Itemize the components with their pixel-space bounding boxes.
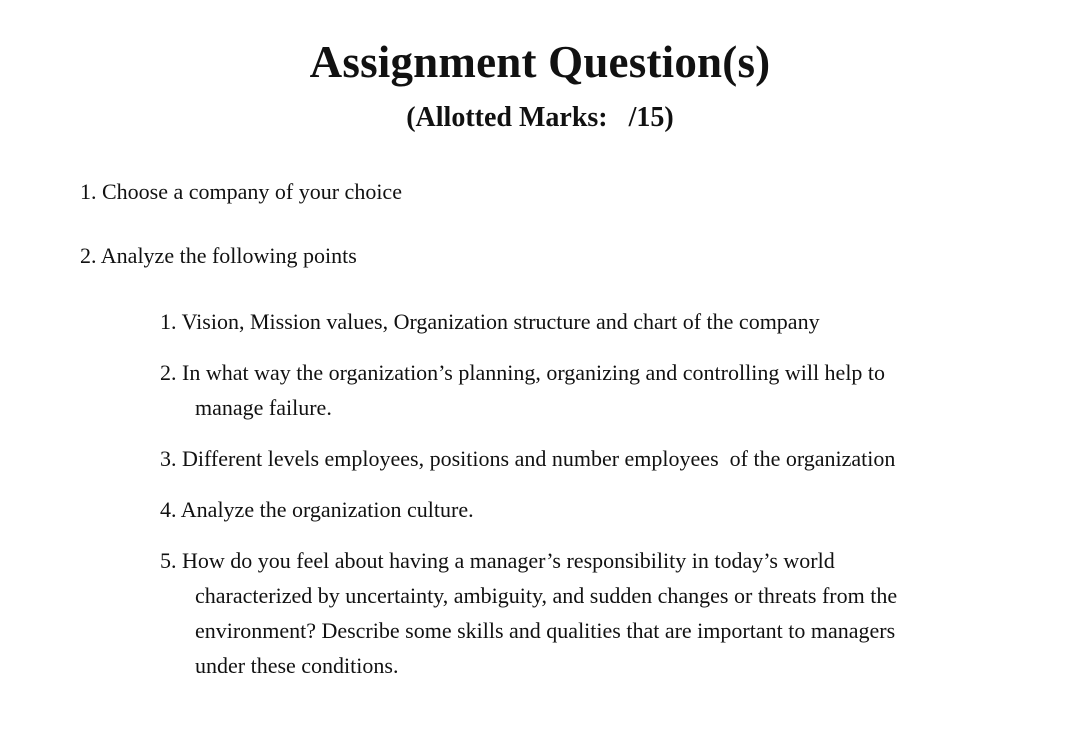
point-text: Vision, Mission values, Organization structure and chart of the company	[181, 309, 820, 334]
point-number: 5.	[160, 548, 177, 573]
point-continuation: characterized by uncertainty, ambiguity, and sudden changes or threats from the	[195, 583, 898, 608]
point-continuation: under these conditions.	[195, 653, 399, 678]
question-text: Analyze the following points	[100, 243, 357, 268]
point-text: In what way the organization’s planning, organizing and controlling will help to	[182, 360, 886, 385]
assignment-title: Assignment Question(s)	[309, 37, 771, 87]
point-number: 1.	[160, 309, 177, 334]
point-number: 3.	[160, 446, 177, 471]
point-text: How do you feel about having a manager’s responsibility in today’s world	[182, 548, 835, 573]
point-line	[160, 492, 990, 527]
point-number: 2.	[160, 360, 177, 385]
point-text: Analyze the organization culture.	[180, 497, 474, 522]
point-continuation: manage failure.	[195, 395, 332, 420]
point-text: Different levels employees, positions and number employees of the organization	[182, 446, 896, 471]
point-line	[160, 543, 990, 578]
point-4	[160, 492, 990, 527]
point-line	[160, 304, 990, 339]
point-5	[160, 543, 990, 683]
question-2	[80, 239, 357, 273]
question-1	[80, 175, 402, 209]
question-text: Choose a company of your choice	[102, 179, 402, 204]
point-line	[160, 355, 990, 390]
point-number: 4.	[160, 497, 177, 522]
point-1	[160, 304, 990, 339]
question-number: 2.	[80, 243, 97, 268]
question-number: 1.	[80, 179, 97, 204]
point-3	[160, 441, 990, 476]
allotted-marks: (Allotted Marks: /15)	[406, 102, 674, 133]
point-continuation: environment? Describe some skills and qualities that are important to managers	[195, 618, 896, 643]
point-line	[160, 441, 990, 476]
point-2	[160, 355, 990, 425]
